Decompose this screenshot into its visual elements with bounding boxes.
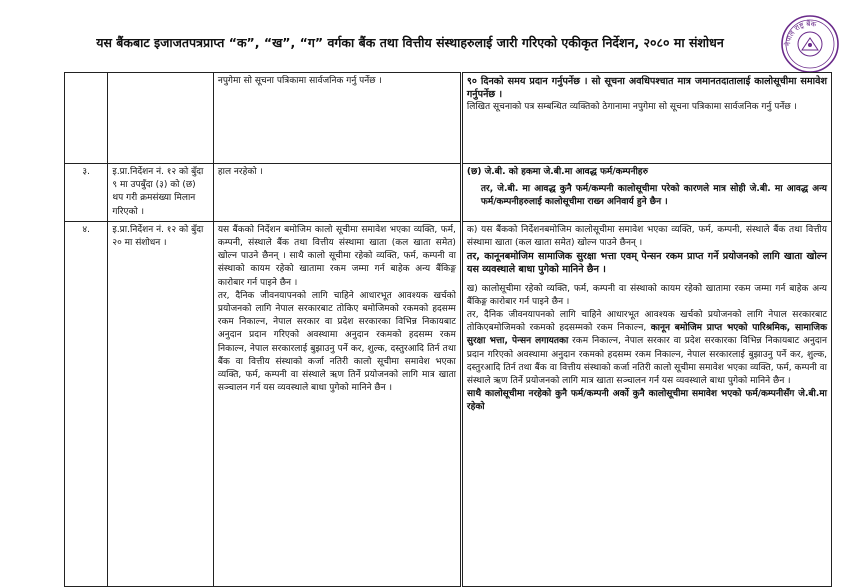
amended-provision-cell xyxy=(461,221,831,586)
amended-heading: (छ) जे.बी. को हकमा जे.बी.मा आवद्ध फर्म/कम्पनीहरु xyxy=(466,167,648,177)
table-row xyxy=(65,221,832,586)
seal-text: नेपाल राष्ट्र बैंक xyxy=(783,19,817,47)
current-text: नपुगेमा सो सूचना पत्रिकामा सार्वजनिक गर्नु पर्नेछ । xyxy=(217,76,382,86)
nrb-seal-icon xyxy=(780,14,840,74)
reference-cell: इ.प्रा.निर्देशन नं. १२ को बुँदा ९ मा उपबुँदा (३) को (छ) थप गरी क्रमसंख्या मिलान गरिएको । xyxy=(108,164,213,222)
reference-cell xyxy=(108,73,213,164)
serial-cell xyxy=(65,73,108,164)
reference-cell: इ.प्रा.निर्देशन नं. १२ को बुँदा २० मा संशोधन । xyxy=(108,221,213,586)
current-text-para-2: तर, दैनिक जीवनयापनको लागि चाहिने आधारभूत आवश्यक खर्चको प्रयोजनको लागि नेपाल सरकारबाट तोकिए बमोजिमको रकमको हदसम्म रकम निकाल्न, नेपाल सरकार वा प्रदेश सरकारका विभिन्न निकायबाट अनुदान प्रदान गरिएको अवस्थामा अनुदान रकमको हदसम्म रकम निकाल्न, नेपाल सरकारलाई बुझाउनु पर्ने कर, शुल्क, दस्तुरआदि तिर्न तथा बैंक वा वित्तीय संस्थाको कर्जा नतिरी कालो सूचीमा समावेश भएका व्यक्ति, फर्म, कम्पनी वा संस्थाले ऋण तिर्ने प्रयोजनको लागि मात्र खाता सञ्चालन गर्न यस व्यवस्थाले बाधा पुगेको मानिने छैन । xyxy=(217,290,456,394)
serial-cell: ४. xyxy=(65,221,108,586)
amended-text-bold: ९० दिनको समय प्रदान गर्नुपर्नेछ । सो सूचना अवधिपश्चात मात्र जमानतदातालाई कालोसूचीमा समावेश गर्नुपर्नेछ । xyxy=(466,76,827,101)
clause-kha: ख) कालोसूचीमा रहेको व्यक्ति, फर्म, कम्पनी वा संस्थाको कायम रहेको खातामा रकम जम्मा गर्न बाहेक अन्य बैंकिङ्ग कारोबार गर्न पाइने छैन । xyxy=(466,283,827,307)
table-row xyxy=(65,73,832,164)
table-row xyxy=(65,164,832,222)
current-provision-cell xyxy=(213,164,461,222)
clause-kha-proviso xyxy=(467,309,827,388)
amended-provision-cell xyxy=(461,73,831,164)
proviso-part-3: रकम निकाल्न, नेपाल सरकार वा प्रदेश सरकारका विभिन्न निकायबाट अनुदान प्रदान गरिएको अवस्थामा अनुदान रकमको हदसम्म रकम निकाल्न, नेपाल सरकारलाई बुझाउनु पर्ने कर, शुल्क, दस्तुरआदि तिर्न तथा बैंक वा वित्तीय संस्थाको कर्जा नतिरी कालो सूचीमा समावेश भएका व्यक्ति, फर्म, कम्पनी वा संस्थाले ऋण तिर्ने प्रयोजनको लागि मात्र खाता सञ्चालन गर्न यस व्यवस्थाले बाधा पुगेको मानिने छैन । xyxy=(466,336,827,387)
serial-cell: ३. xyxy=(65,164,108,222)
clause-ka: क) यस बैंकको निर्देशनबमोजिम कालोसूचीमा समावेश भएका व्यक्ति, फर्म, कम्पनी, संस्थाले बैंक तथा वित्तीय संस्थामा खाता (कल खाता समेत) खोल्न पाउने छैनन् । xyxy=(466,224,827,249)
amended-proviso: तर, जे.बी. मा आवद्ध कुनै फर्म/कम्पनी कालोसूचीमा परेको कारणले मात्र सोही जे.बी. मा आवद्ध अन्य फर्म/कम्पनीहरुलाई कालोसूचीमा राख्न अनिवार्य हुने छैन । xyxy=(480,184,827,208)
current-text: हाल नरहेको । xyxy=(217,167,263,177)
amended-provision-cell xyxy=(461,164,831,222)
document-title: यस बैंकबाट इजाजतपत्रप्राप्त “क”, “ख”, “ग” वर्गका बैंक तथा वित्तीय संस्थाहरुलाई जारी गरिएको एकीकृत निर्देशन, २०८० मा संशोधन xyxy=(96,35,724,50)
current-text-para-1: यस बैंकको निर्देशन बमोजिम कालो सूचीमा समावेश भएका व्यक्ति, फर्म, कम्पनी, संस्थाले बैंक तथा वित्तीय संस्थामा खाता (कल खाता समेत) खोल्न पाउने छैनन् । साथै कालो सूचीमा रहेको व्यक्ति, फर्म, कम्पनी वा संस्थाको कायम रहेको खातामा रकम जम्मा गर्न बाहेक अन्य बैंकिङ्ग कारोबार गर्न पाइने छैन । xyxy=(217,224,456,288)
proviso-part-2-bold: कानून बमोजिम प्राप्त भएको पारिश्रमिक, सामाजिक सुरक्षा भत्ता, पेन्सन लगायतका xyxy=(466,323,827,347)
clause-kha-additional: साथै कालोसूचीमा नरहेको कुनै फर्म/कम्पनी अर्को कुनै कालोसूचीमा समावेश भएको फर्म/कम्पनीसँग जे.बी.मा रहेको xyxy=(466,389,827,413)
amended-text: लिखित सूचनाको पत्र सम्बन्धित व्यक्तिको ठेगानामा नपुगेमा सो सूचना पत्रिकामा सार्वजनिक गर्नु पर्नेछ । xyxy=(466,102,797,113)
current-provision-cell xyxy=(213,73,461,164)
current-provision-cell xyxy=(213,221,461,586)
directive-table xyxy=(64,72,832,587)
clause-ka-proviso: तर, कानूनबमोजिम सामाजिक सुरक्षा भत्ता एवम् पेन्सन रकम प्राप्त गर्ने प्रयोजनको लागि खाता खोल्न यस व्यवस्थाले बाधा पुगेको मानिने छैन । xyxy=(466,251,827,276)
proviso-part-1: तर, दैनिक जीवनयापनको लागि चाहिने आधारभूत आवश्यक खर्चको प्रयोजनको लागि नेपाल सरकारबाट तोकिएबमोजिमको रकमको हदसम्मको रकम निकाल्न, xyxy=(466,310,827,334)
